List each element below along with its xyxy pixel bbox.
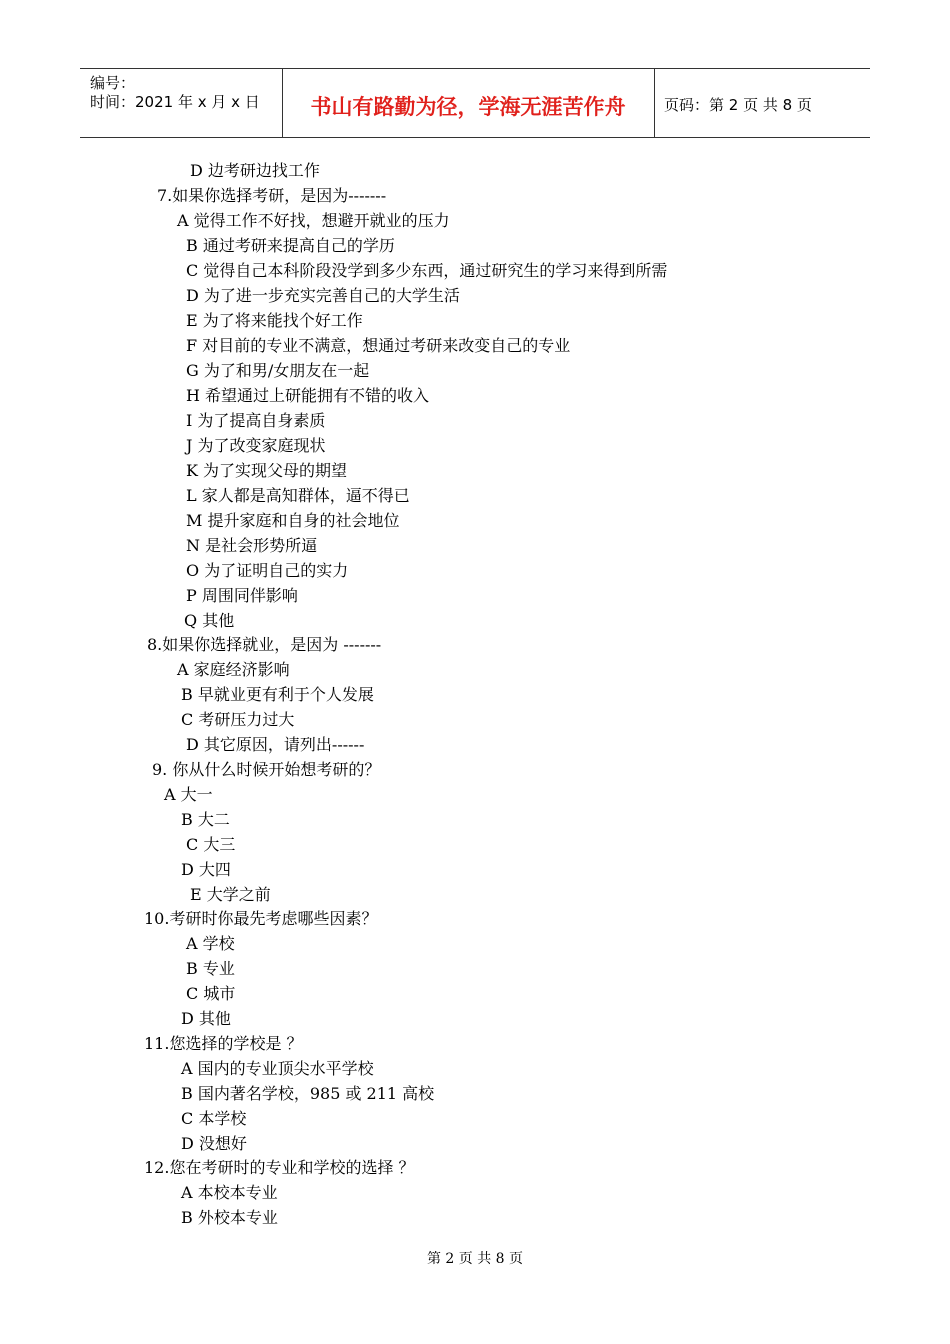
text-line: C 本学校 [181,1109,247,1128]
question-9: 9. 你从什么时候开始想考研的？ [152,760,381,779]
question-8: 8.如果你选择就业，是因为 ------- [147,635,382,654]
text-line: F 对目前的专业不满意，想通过考研来改变自己的专业 [186,336,571,355]
text-line: E 大学之前 [190,885,271,904]
text-line: B 早就业更有利于个人发展 [181,685,374,704]
text-line: C 大三 [186,835,236,854]
header-left-cell [80,69,283,137]
text-line: A 大一 [164,785,213,804]
text-line: I 为了提高自身素质 [186,411,326,430]
text-line: D 边考研边找工作 [190,161,320,180]
text-line: M 提升家庭和自身的社会地位 [186,511,400,530]
text-line: D 其他 [181,1009,231,1028]
text-line: C 城市 [186,984,236,1003]
text-line: A 家庭经济影响 [177,660,290,679]
page-footer: 第 2 页 共 8 页 [426,1251,524,1267]
text-line: A 国内的专业顶尖水平学校 [181,1059,374,1078]
text-line: O 为了证明自己的实力 [186,561,349,580]
text-line: L 家人都是高知群体，逼不得已 [186,486,410,505]
text-line: D 其它原因，请列出------ [186,735,365,754]
page-label: 页码：第 2 页 共 8 页 [664,96,812,114]
text-line: E 为了将来能找个好工作 [186,311,363,330]
text-line: B 大二 [181,810,230,829]
text-line: G 为了和男/女朋友在一起 [186,361,370,380]
text-line: A 觉得工作不好找，想避开就业的压力 [177,211,450,230]
text-line: B 通过考研来提高自己的学历 [186,236,395,255]
text-line: P 周围同伴影响 [186,586,298,605]
time-label: 时间：2021 年 x 月 x 日 [90,93,260,111]
text-line: K 为了实现父母的期望 [186,461,348,480]
text-line: B 国内著名学校，985 或 211 高校 [181,1084,435,1103]
text-line: H 希望通过上研能拥有不错的收入 [186,386,430,405]
text-line: B 外校本专业 [181,1208,278,1227]
text-line: B 专业 [186,959,235,978]
text-line: A 本校本专业 [181,1183,278,1202]
question-7: 7.如果你选择考研，是因为------- [157,186,387,205]
question-12: 12.您在考研时的专业和学校的选择 ？ [144,1158,415,1177]
header-right-cell [654,69,870,137]
text-line: C 觉得自己本科阶段没学到多少东西，通过研究生的学习来得到所需 [186,261,668,280]
question-10: 10.考研时你最先考虑哪些因素？ [144,909,378,928]
text-line: C 考研压力过大 [181,710,295,729]
number-label: 编号： [90,74,136,92]
text-line: J 为了改变家庭现状 [186,436,326,455]
motto: 书山有路勤为径，学海无涯苦作舟 [310,95,626,119]
header-mid-cell [282,69,655,137]
text-line: D 大四 [181,860,231,879]
question-11: 11.您选择的学校是 ？ [144,1034,303,1053]
text-line: D 没想好 [181,1134,247,1153]
text-line: N 是社会形势所逼 [186,536,318,555]
page-header [80,68,870,138]
text-line: Q 其他 [184,611,235,630]
text-line: A 学校 [186,934,235,953]
text-line: D 为了进一步充实完善自己的大学生活 [186,286,460,305]
